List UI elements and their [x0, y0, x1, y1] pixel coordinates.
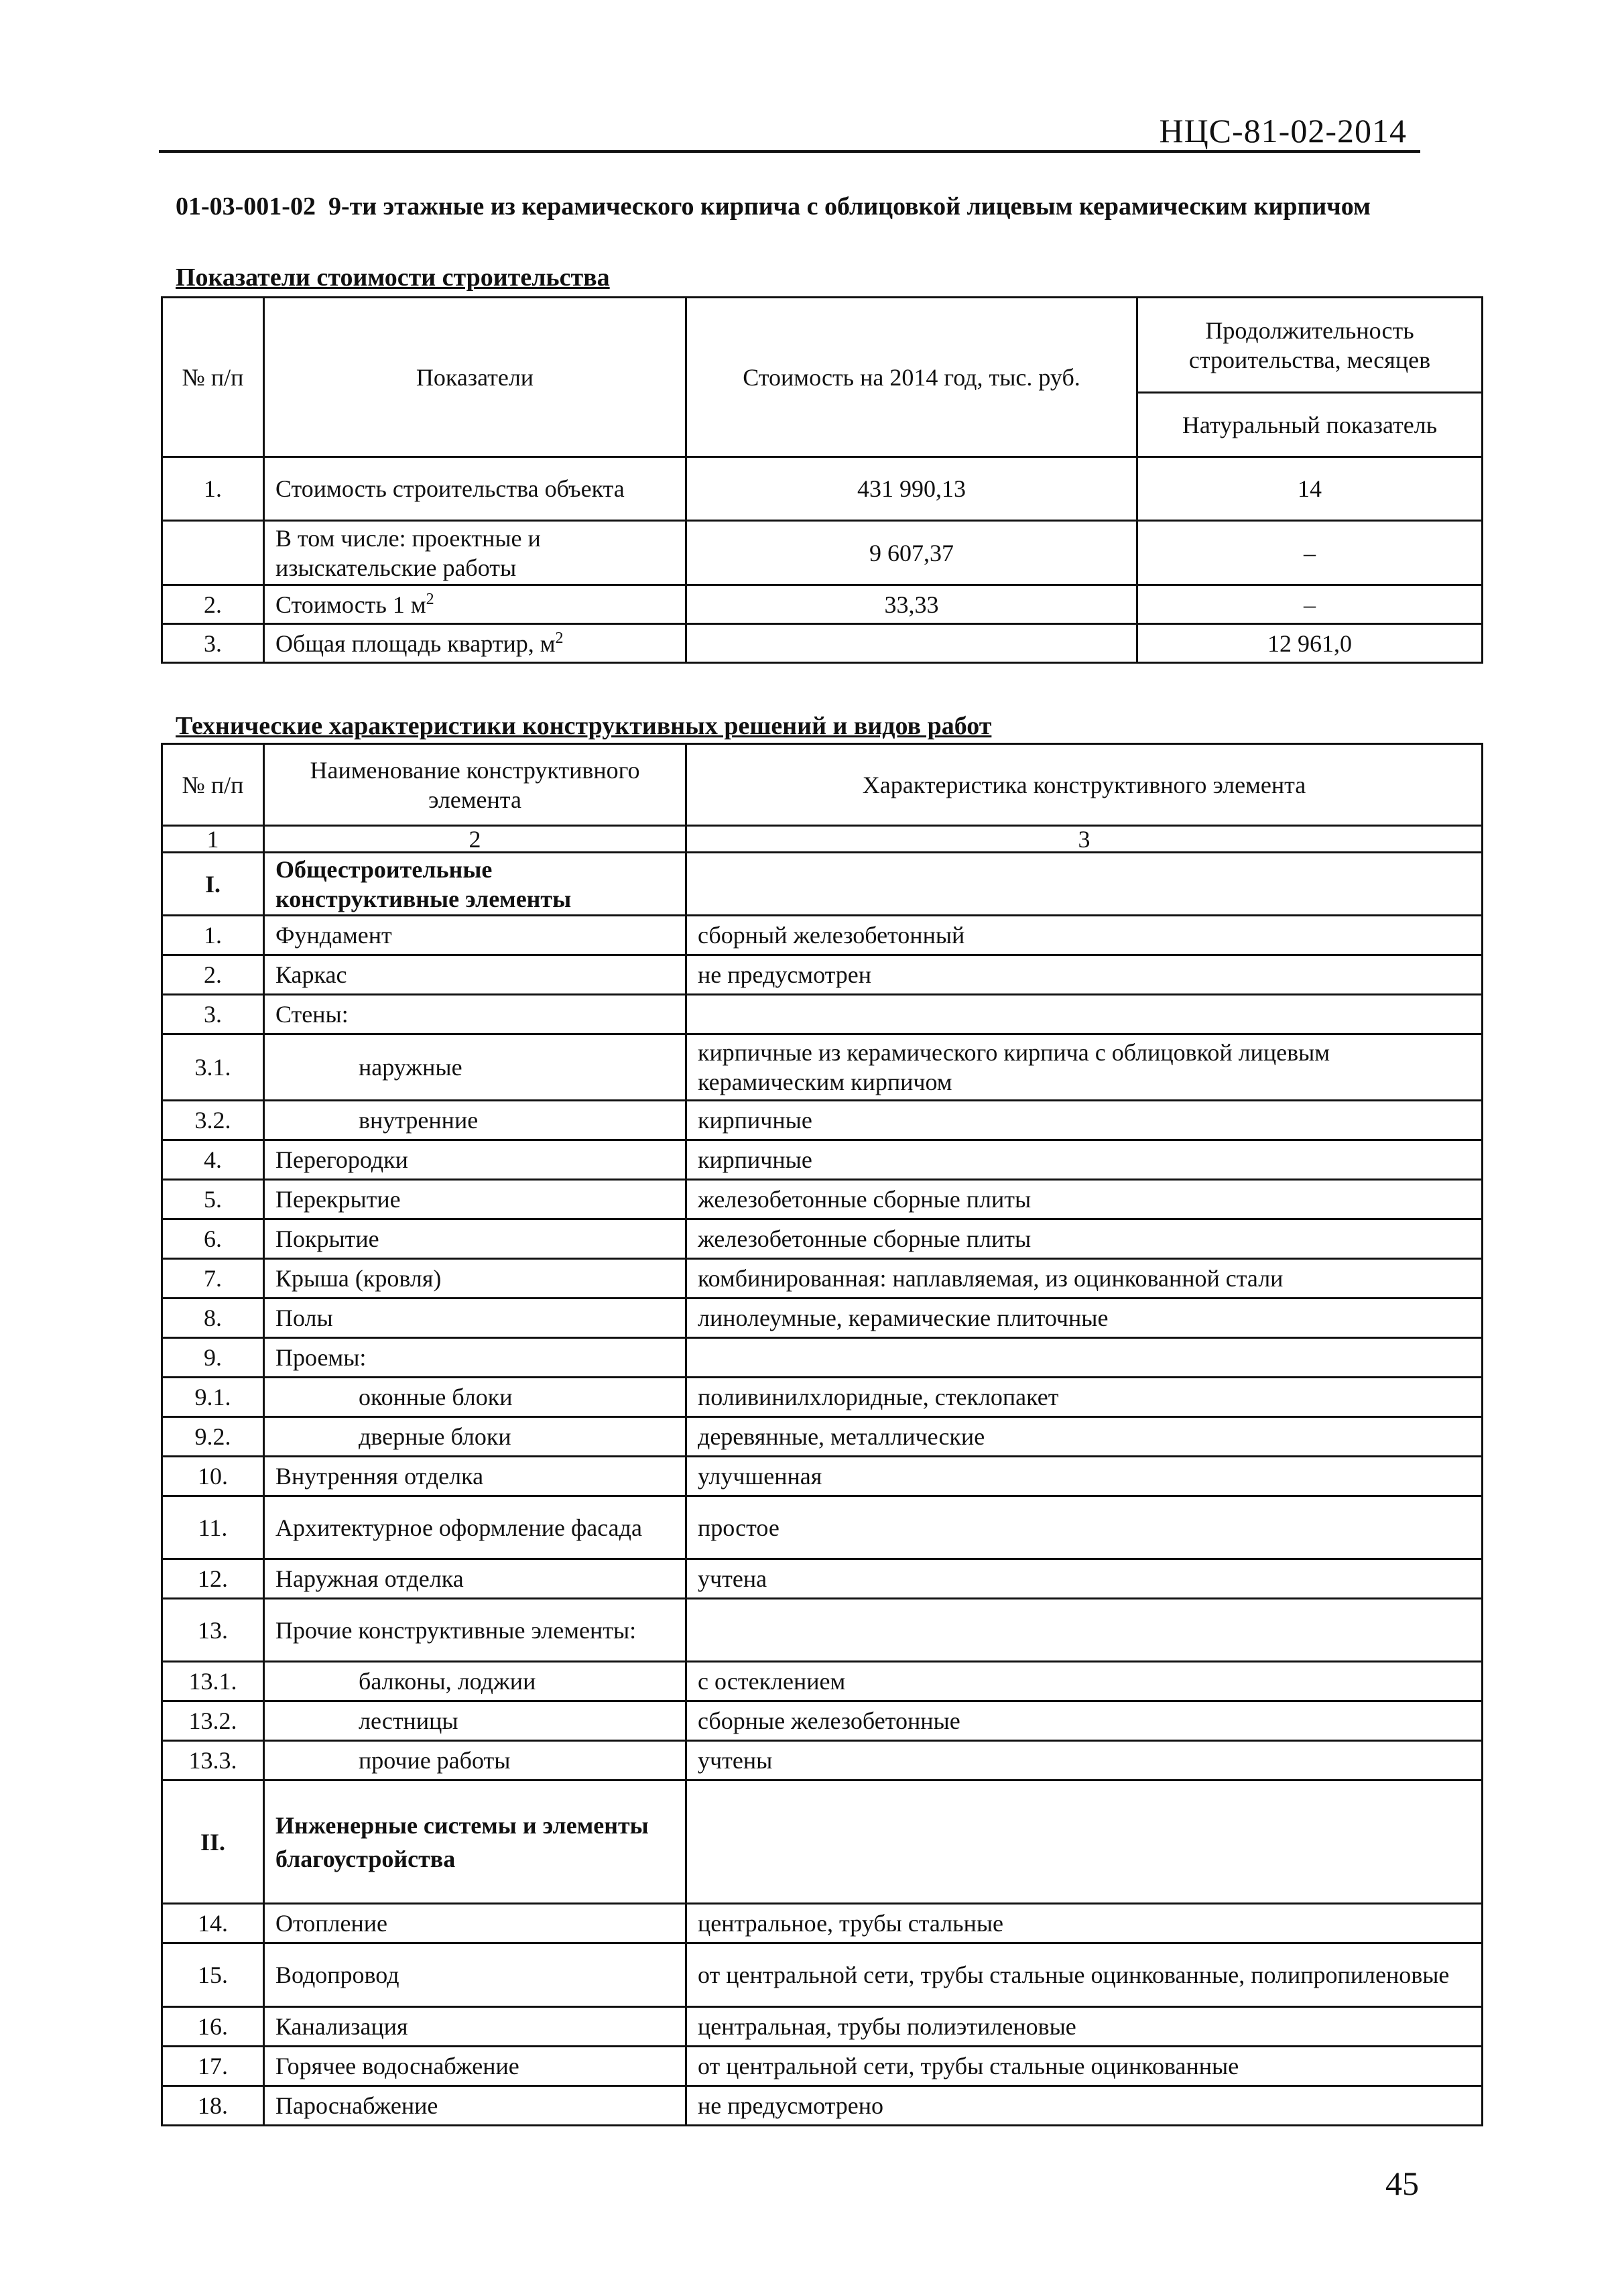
- row-desc: от центральной сети, трубы стальные оцинкованные: [686, 2047, 1483, 2086]
- row-num: 13.3.: [162, 1741, 264, 1780]
- row-name: Проемы:: [264, 1338, 686, 1378]
- row-name: Пароснабжение: [264, 2086, 686, 2126]
- row-name: Стены:: [264, 995, 686, 1034]
- row-name: Отопление: [264, 1904, 686, 1943]
- row-desc: железобетонные сборные плиты: [686, 1180, 1483, 1219]
- table-row: [162, 1338, 1483, 1378]
- row-name: оконные блоки: [264, 1378, 686, 1417]
- row-name: Архитектурное оформление фасада: [264, 1496, 686, 1559]
- table-row: [162, 1180, 1483, 1219]
- table-row: [162, 1034, 1483, 1101]
- row-num: I.: [162, 853, 264, 916]
- row-desc: улучшенная: [686, 1457, 1483, 1496]
- row-num: 1.: [162, 916, 264, 955]
- row-name: Наружная отделка: [264, 1559, 686, 1599]
- row-desc: деревянные, металлические: [686, 1417, 1483, 1457]
- row-name: прочие работы: [264, 1741, 686, 1780]
- cost-indicators-heading: Показатели стоимости строительства: [176, 263, 610, 292]
- row-name: внутренние: [264, 1101, 686, 1140]
- row-num: 3.1.: [162, 1034, 264, 1101]
- table-row: [162, 1741, 1483, 1780]
- row-num: 13.: [162, 1599, 264, 1662]
- row-num: 12.: [162, 1559, 264, 1599]
- row-num: 2.: [162, 585, 264, 624]
- row-cost: 431 990,13: [686, 457, 1137, 521]
- row-name: Внутренняя отделка: [264, 1457, 686, 1496]
- table-row: [162, 1701, 1483, 1741]
- row-num: 8.: [162, 1298, 264, 1338]
- row-num: 9.2.: [162, 1417, 264, 1457]
- row-num: 4.: [162, 1140, 264, 1180]
- row-name: Прочие конструктивные элементы:: [264, 1599, 686, 1662]
- row-desc: [686, 1599, 1483, 1662]
- section-title: [176, 190, 1382, 223]
- row-desc: центральное, трубы стальные: [686, 1904, 1483, 1943]
- row-desc: комбинированная: наплавляемая, из оцинкованной стали: [686, 1259, 1483, 1298]
- table-row: [162, 2086, 1483, 2126]
- row-num: 5.: [162, 1180, 264, 1219]
- row-name: Канализация: [264, 2007, 686, 2047]
- col-cost-header: Стоимость на 2014 год, тыс. руб.: [686, 298, 1137, 457]
- col-index: 1: [162, 826, 264, 853]
- page-header: [159, 109, 1420, 153]
- row-name: [264, 585, 686, 624]
- row-value: 14: [1137, 457, 1483, 521]
- superscript: 2: [555, 629, 564, 647]
- row-name-text: Общая площадь квартир, м: [275, 629, 556, 657]
- row-name: Водопровод: [264, 1943, 686, 2007]
- table-row: [162, 955, 1483, 995]
- table-row: [162, 1559, 1483, 1599]
- row-name: В том числе: проектные и изыскательские работы: [264, 521, 686, 585]
- row-name: лестницы: [264, 1701, 686, 1741]
- table-row: [162, 995, 1483, 1034]
- row-desc: кирпичные: [686, 1101, 1483, 1140]
- table-row: [162, 521, 1483, 585]
- row-name: Общестроительные конструктивные элементы: [264, 853, 686, 916]
- col-indicator-header: Показатели: [264, 298, 686, 457]
- row-num: 3.: [162, 624, 264, 663]
- row-desc: поливинилхлоридные, стеклопакет: [686, 1378, 1483, 1417]
- row-num: 13.1.: [162, 1662, 264, 1701]
- row-num: 16.: [162, 2007, 264, 2047]
- col-num-header: № п/п: [162, 298, 264, 457]
- row-num: 18.: [162, 2086, 264, 2126]
- table-row: [162, 1457, 1483, 1496]
- row-name: Крыша (кровля): [264, 1259, 686, 1298]
- col-index: 2: [264, 826, 686, 853]
- row-name: наружные: [264, 1034, 686, 1101]
- row-name: [264, 624, 686, 663]
- table-row: [162, 1259, 1483, 1298]
- section-code: 01-03-001-02: [176, 192, 316, 221]
- page-number: 45: [1385, 2165, 1419, 2202]
- table-row: [162, 1599, 1483, 1662]
- col-name-header: Наименование конструктивного элемента: [264, 744, 686, 826]
- row-name: Фундамент: [264, 916, 686, 955]
- table-row: [162, 1101, 1483, 1140]
- row-name: Полы: [264, 1298, 686, 1338]
- col-num-header: № п/п: [162, 744, 264, 826]
- row-cost: [686, 624, 1137, 663]
- row-num: 10.: [162, 1457, 264, 1496]
- table-row: [162, 853, 1483, 916]
- table-row: [162, 2047, 1483, 2086]
- row-num: II.: [162, 1780, 264, 1904]
- table-row: [162, 1904, 1483, 1943]
- row-value: –: [1137, 521, 1483, 585]
- table-row: [162, 1943, 1483, 2007]
- row-num: 3.2.: [162, 1101, 264, 1140]
- table-row: [162, 457, 1483, 521]
- row-num: [162, 521, 264, 585]
- row-num: 14.: [162, 1904, 264, 1943]
- row-name: Стоимость строительства объекта: [264, 457, 686, 521]
- row-desc: [686, 853, 1483, 916]
- superscript: 2: [426, 590, 434, 608]
- tech-characteristics-heading: Технические характеристики конструктивных решений и видов работ: [176, 712, 992, 740]
- table-row: [162, 2007, 1483, 2047]
- row-num: 9.: [162, 1338, 264, 1378]
- row-name: Инженерные системы и элементы благоустройства: [264, 1780, 686, 1904]
- row-name-text: Стоимость 1 м: [275, 591, 426, 618]
- row-desc: [686, 995, 1483, 1034]
- row-num: 11.: [162, 1496, 264, 1559]
- row-desc: кирпичные: [686, 1140, 1483, 1180]
- row-num: 13.2.: [162, 1701, 264, 1741]
- row-num: 17.: [162, 2047, 264, 2086]
- row-desc: не предусмотрен: [686, 955, 1483, 995]
- row-cost: 33,33: [686, 585, 1137, 624]
- table-row: [162, 1140, 1483, 1180]
- row-num: 9.1.: [162, 1378, 264, 1417]
- col-duration-header: Продолжительность строительства, месяцев: [1137, 298, 1483, 393]
- row-desc: [686, 1338, 1483, 1378]
- cost-indicators-table: [161, 296, 1483, 664]
- row-num: 15.: [162, 1943, 264, 2007]
- table-row: [162, 624, 1483, 663]
- row-name: Перегородки: [264, 1140, 686, 1180]
- row-num: 7.: [162, 1259, 264, 1298]
- row-cost: 9 607,37: [686, 521, 1137, 585]
- row-name: балконы, лоджии: [264, 1662, 686, 1701]
- row-name: Перекрытие: [264, 1180, 686, 1219]
- col-index: 3: [686, 826, 1483, 853]
- col-desc-header: Характеристика конструктивного элемента: [686, 744, 1483, 826]
- row-num: 2.: [162, 955, 264, 995]
- table-row: [162, 1298, 1483, 1338]
- row-desc: учтена: [686, 1559, 1483, 1599]
- col-natural-header: Натуральный показатель: [1137, 393, 1483, 457]
- row-value: 12 961,0: [1137, 624, 1483, 663]
- section-name: 9-ти этажные из керамического кирпича с облицовкой лицевым керамическим кирпичом: [328, 192, 1371, 221]
- row-value: –: [1137, 585, 1483, 624]
- row-name: Каркас: [264, 955, 686, 995]
- table-row: [162, 1496, 1483, 1559]
- table-row: [162, 1780, 1483, 1904]
- table-row: [162, 585, 1483, 624]
- row-desc: от центральной сети, трубы стальные оцинкованные, полипропиленовые: [686, 1943, 1483, 2007]
- table-row: [162, 1219, 1483, 1259]
- row-desc: железобетонные сборные плиты: [686, 1219, 1483, 1259]
- table-row: [162, 916, 1483, 955]
- table-row: [162, 1378, 1483, 1417]
- row-name: Горячее водоснабжение: [264, 2047, 686, 2086]
- row-name: дверные блоки: [264, 1417, 686, 1457]
- row-desc: сборный железобетонный: [686, 916, 1483, 955]
- row-name: Покрытие: [264, 1219, 686, 1259]
- row-desc: центральная, трубы полиэтиленовые: [686, 2007, 1483, 2047]
- row-desc: учтены: [686, 1741, 1483, 1780]
- row-num: 3.: [162, 995, 264, 1034]
- table-row: [162, 1417, 1483, 1457]
- row-desc: с остеклением: [686, 1662, 1483, 1701]
- row-desc: простое: [686, 1496, 1483, 1559]
- table-row: [162, 1662, 1483, 1701]
- row-desc: линолеумные, керамические плиточные: [686, 1298, 1483, 1338]
- document-code: НЦС-81-02-2014: [1159, 112, 1407, 149]
- row-num: 6.: [162, 1219, 264, 1259]
- row-num: 1.: [162, 457, 264, 521]
- row-desc: кирпичные из керамического кирпича с облицовкой лицевым керамическим кирпичом: [686, 1034, 1483, 1101]
- row-desc: не предусмотрено: [686, 2086, 1483, 2126]
- tech-characteristics-table: [161, 743, 1483, 2126]
- row-desc: [686, 1780, 1483, 1904]
- row-desc: сборные железобетонные: [686, 1701, 1483, 1741]
